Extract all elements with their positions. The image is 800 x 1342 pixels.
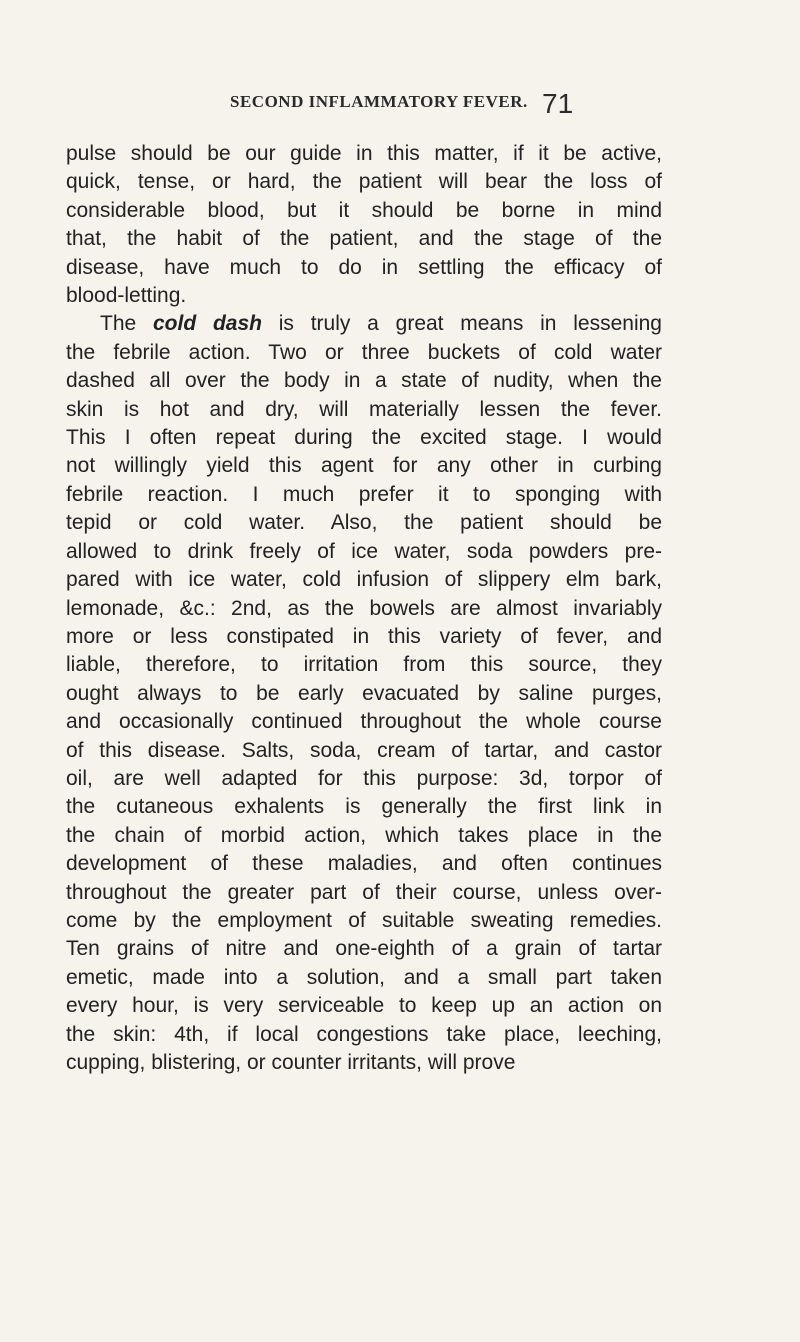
text-line: oil, are well adapted for this purpose: 3d, torpor of: [66, 766, 662, 790]
lead-rest-text: is truly a great means in lessening: [261, 312, 662, 336]
running-head: [0, 90, 800, 120]
text-line: Ten grains of nitre and one-eighth of a grain of tartar: [66, 937, 662, 961]
body-text: [66, 140, 662, 1077]
text-line: that, the habit of the patient, and the stage of the: [66, 227, 662, 251]
text-line: allowed to drink freely of ice water, soda powders pre-: [66, 539, 662, 563]
text-line: blood-letting.: [66, 284, 187, 308]
text-line: the febrile action. Two or three buckets of cold water: [66, 340, 662, 364]
text-line: not willingly yield this agent for any other in curbing: [66, 454, 662, 478]
text-line: the skin: 4th, if local congestions take place, leeching,: [66, 1022, 662, 1046]
text-line: more or less constipated in this variety of fever, and: [66, 624, 662, 648]
text-line: dashed all over the body in a state of nudity, when the: [66, 369, 662, 393]
text-line: quick, tense, or hard, the patient will bear the loss of: [66, 170, 662, 194]
text-line: lemonade, &c.: 2nd, as the bowels are almost invariably: [66, 596, 662, 620]
text-line: the cutaneous exhalents is generally the first link in: [66, 795, 662, 819]
text-line: pulse should be our guide in this matter, if it be active,: [66, 142, 662, 165]
emphasis-cold-dash: cold dash: [152, 312, 262, 336]
text-line: disease, have much to do in settling the efficacy of: [66, 255, 662, 279]
chapter-title: SECOND INFLAMMATORY FEVER.: [230, 92, 528, 111]
paragraph-opening-line: [66, 310, 662, 338]
text-line: every hour, is very serviceable to keep up an action on: [66, 994, 662, 1018]
text-line: ought always to be early evacuated by saline purges,: [66, 681, 662, 705]
text-line: of this disease. Salts, soda, cream of tartar, and castor: [66, 738, 662, 762]
text-line: tepid or cold water. Also, the patient should be: [66, 511, 662, 535]
text-line: skin is hot and dry, will materially lessen the fever.: [66, 397, 662, 421]
text-line: development of these maladies, and often continues: [66, 852, 662, 876]
text-line: liable, therefore, to irritation from this source, they: [66, 653, 662, 677]
text-line: cupping, blistering, or counter irritants, will prove: [66, 1051, 516, 1074]
text-line: pared with ice water, cold infusion of slippery elm bark,: [66, 568, 662, 592]
text-line: the chain of morbid action, which takes place in the: [66, 823, 662, 847]
text-line: come by the employment of suitable sweating remedies.: [66, 908, 662, 932]
text-line: and occasionally continued throughout the whole course: [66, 710, 662, 734]
text-line: considerable blood, but it should be borne in mind: [66, 198, 662, 222]
text-line: emetic, made into a solution, and a small part taken: [66, 965, 662, 989]
lead-text: The: [100, 312, 153, 336]
text-line: This I often repeat during the excited stage. I would: [66, 426, 662, 450]
text-line: febrile reaction. I much prefer it to sponging with: [66, 482, 662, 506]
page-number: 71: [542, 88, 574, 119]
text-line: throughout the greater part of their course, unless over-: [66, 880, 662, 904]
